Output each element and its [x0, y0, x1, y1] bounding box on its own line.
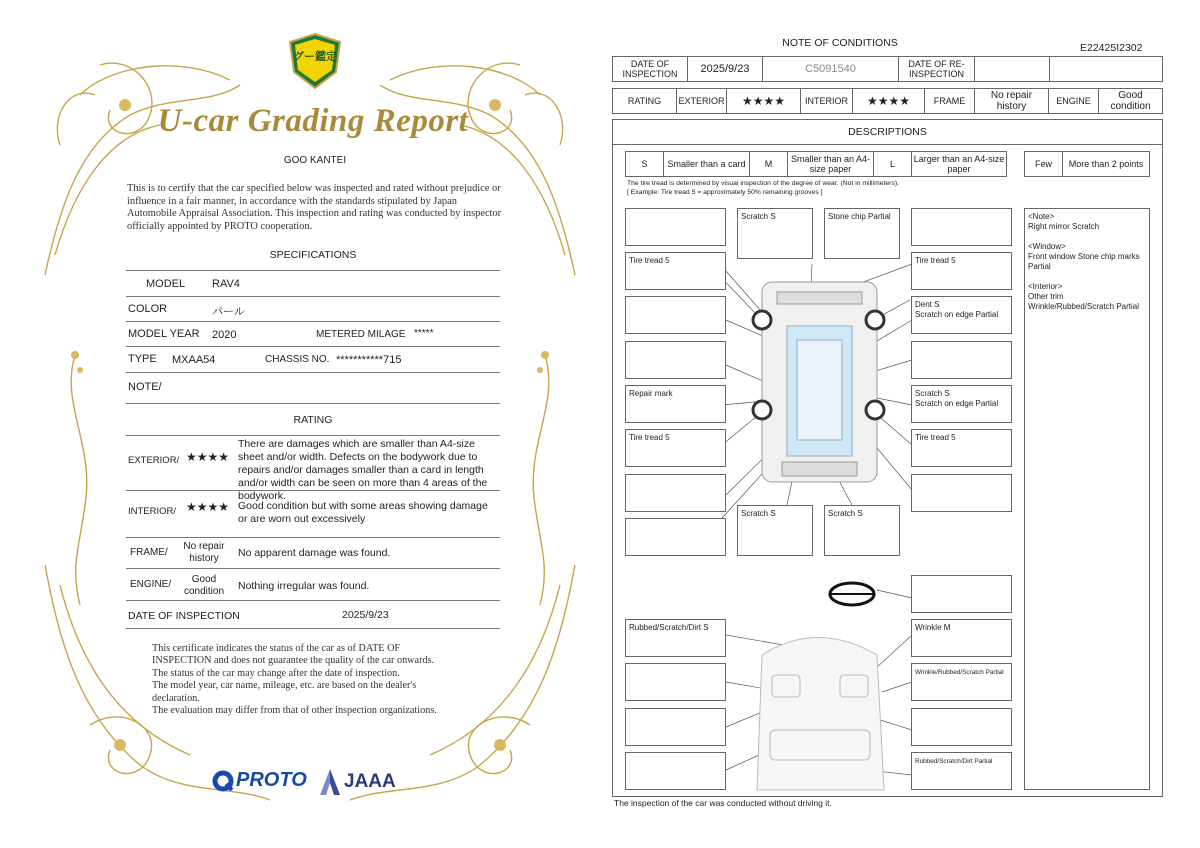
certificate-footer — [152, 643, 482, 717]
reinspection-label-cell: DATE OF RE-INSPECTION — [899, 57, 975, 81]
desc-text: Dent S — [915, 300, 940, 309]
footer-line: The status of the car may change after the date of inspection. — [152, 667, 400, 679]
desc-box-top-3 — [824, 208, 900, 259]
jaaa-logo — [320, 769, 396, 795]
car-top-view — [762, 282, 877, 482]
desc-box-int-right-2 — [911, 663, 1012, 701]
desc-box-left-6 — [625, 474, 726, 512]
interior-description: Good condition but with some areas showing damage or are worn out excessively — [238, 500, 488, 525]
divider — [126, 403, 500, 404]
certificate-subtitle: GOO KANTEI — [283, 155, 347, 166]
window-text: Front window Stone chip marks Partial — [1028, 252, 1140, 271]
desc-text: Tire tread 5 — [915, 433, 956, 442]
footer-line: The model year, car name, mileage, etc. are based on the dealer's — [152, 680, 417, 692]
mileage-label: METERED MILAGE — [316, 329, 406, 340]
interior-text: Other trim Wrinkle/Rubbed/Scratch Partial — [1028, 292, 1140, 311]
desc-text: Rubbed/Scratch/Dirt Partial — [915, 758, 993, 765]
desc-text: Wrinkle/Rubbed/Scratch Partial — [915, 669, 1004, 676]
jaaa-mark-icon — [320, 769, 340, 795]
interior-stars: ★★★★ — [186, 500, 230, 514]
footer-line: This certificate indicates the status of the car as of DATE OF — [152, 643, 401, 654]
desc-text: Scratch S — [828, 509, 863, 518]
date-value: 2025/9/23 — [342, 609, 389, 621]
note-label: NOTE/ — [128, 381, 162, 393]
rating-row — [612, 88, 1163, 114]
desc-box-left-5 — [625, 429, 726, 467]
model-year-label: MODEL YEAR — [128, 328, 200, 340]
rating-label-cell: RATING — [613, 89, 677, 113]
color-value: パール — [212, 306, 245, 318]
footer-line: INSPECTION and does not guarantee the quality of the car onwards. — [152, 655, 435, 667]
grading-certificate — [40, 25, 580, 815]
divider — [612, 144, 1163, 145]
model-year-value: 2020 — [212, 329, 237, 341]
engine-value: Good condition — [183, 574, 225, 597]
engine-label: ENGINE/ — [130, 579, 172, 590]
frame-label: FRAME/ — [130, 547, 168, 558]
desc-text: Repair mark — [629, 389, 673, 398]
proto-logo — [212, 769, 307, 792]
desc-box-int-left-2 — [625, 663, 726, 701]
type-value: MXAA54 — [172, 354, 216, 366]
divider — [126, 372, 500, 373]
few-legend — [1024, 151, 1150, 177]
legend-l: L — [874, 152, 912, 176]
desc-text: Scratch S — [741, 212, 776, 221]
tire-note-1: The tire tread is determined by visual inspection of the degree of wear. (Not in millimeters). — [627, 180, 899, 187]
footer-line: The evaluation may differ from that of other inspection organizations. — [152, 705, 437, 717]
legend-few-desc: More than 2 points — [1068, 159, 1144, 169]
desc-box-steering — [911, 575, 1012, 613]
desc-box-int-left-3 — [625, 708, 726, 746]
divider — [126, 346, 500, 347]
desc-text: Stone chip Partial — [828, 212, 891, 221]
color-label: COLOR — [128, 303, 168, 315]
desc-box-top-1 — [625, 208, 726, 246]
frame-value-cell: No repair history — [975, 89, 1049, 113]
desc-box-right-3 — [911, 341, 1012, 379]
tire-note-2: [ Example: Tire tread 5 = approximately 50% remaining grooves ] — [627, 189, 823, 196]
window-heading: <Window> — [1028, 242, 1066, 251]
desc-box-int-right-1 — [911, 619, 1012, 657]
engine-description: Nothing irregular was found. — [238, 580, 370, 592]
desc-box-top-4 — [911, 208, 1012, 246]
desc-box-top-2 — [737, 208, 813, 259]
desc-text: Scratch S — [915, 389, 950, 398]
reinspection-value-cell — [975, 57, 1050, 81]
date-label: DATE OF INSPECTION — [128, 610, 240, 622]
sheet-title: NOTE OF CONDITIONS — [782, 37, 898, 49]
desc-box-right-6 — [911, 474, 1012, 512]
frame-description: No apparent damage was found. — [238, 547, 391, 559]
desc-box-left-2 — [625, 296, 726, 334]
desc-text: Rubbed/Scratch/Dirt S — [629, 623, 709, 632]
desc-box-right-4 — [911, 385, 1012, 423]
rating-heading: RATING — [293, 414, 333, 426]
engine-label-cell: ENGINE — [1049, 89, 1099, 113]
exterior-label-cell: EXTERIOR — [677, 89, 727, 113]
desc-box-left-4 — [625, 385, 726, 423]
desc-text: Tire tread 5 — [915, 256, 956, 265]
date-value-cell: 2025/9/23 — [688, 57, 763, 81]
desc-box-bottom-1 — [737, 505, 813, 556]
frame-label-cell: FRAME — [925, 89, 975, 113]
certificate-intro: This is to certify that the car specified below was inspected and rated without prejudice or influence in a fair manner, in accordance with the standards stipulated by Japan Automobile Appraisal Association. This inspection and rating was conducted by inspector officially appointed by PROTO cooperation. — [127, 183, 502, 232]
car-interior-view — [757, 638, 884, 791]
proto-mark-icon — [212, 770, 234, 792]
model-label: MODEL — [146, 278, 186, 290]
footer-line: declaration. — [152, 692, 200, 704]
exterior-stars-cell: ★★★★ — [727, 89, 801, 113]
legend-m: M — [750, 152, 788, 176]
chassis-value: ***********715 — [336, 354, 402, 366]
desc-box-left-1 — [625, 252, 726, 290]
notes-panel — [1024, 208, 1150, 790]
specifications-heading: SPECIFICATIONS — [269, 249, 357, 261]
desc-box-right-2 — [911, 296, 1012, 334]
divider — [126, 296, 500, 297]
exterior-stars: ★★★★ — [186, 450, 230, 464]
model-value: RAV4 — [212, 278, 240, 290]
legend-m-desc: Smaller than an A4-size paper — [788, 152, 874, 176]
divider — [126, 435, 500, 436]
legend-few: Few — [1025, 152, 1063, 176]
desc-text: Tire tread 5 — [629, 433, 670, 442]
desc-text: Scratch S — [741, 509, 776, 518]
chassis-label: CHASSIS NO. — [265, 354, 330, 365]
size-legend — [625, 151, 1007, 177]
interior-label: INTERIOR/ — [128, 506, 177, 517]
exterior-label: EXTERIOR/ — [128, 455, 180, 466]
proto-logo-text: PROTO — [236, 769, 307, 791]
sheet-footer: The inspection of the car was conducted without driving it. — [614, 798, 832, 808]
desc-text: Tire tread 5 — [629, 256, 670, 265]
desc-box-bottom-2 — [824, 505, 900, 556]
desc-text: Wrinkle M — [915, 623, 951, 632]
document-id: E22425I2302 — [1080, 42, 1143, 54]
mileage-value: ***** — [414, 328, 434, 339]
descriptions-heading: DESCRIPTIONS — [848, 126, 927, 138]
desc-text: Scratch on edge Partial — [915, 310, 999, 319]
desc-box-int-left-1 — [625, 619, 726, 657]
divider — [126, 628, 500, 629]
inspection-date-row — [612, 56, 1163, 82]
note-text: Right mirror Scratch — [1028, 222, 1100, 231]
desc-box-int-right-3 — [911, 708, 1012, 746]
desc-text: Scratch on edge Partial — [915, 399, 999, 408]
desc-box-int-right-4 — [911, 752, 1012, 790]
desc-box-left-3 — [625, 341, 726, 379]
interior-stars-cell: ★★★★ — [853, 89, 925, 113]
frame-value: No repair history — [183, 541, 225, 564]
interior-label-cell: INTERIOR — [801, 89, 853, 113]
inspection-code-cell: C5091540 — [763, 57, 899, 81]
legend-s-desc: Smaller than a card — [664, 152, 750, 176]
engine-value-cell: Good condition — [1110, 90, 1151, 112]
type-label: TYPE — [128, 353, 157, 365]
goo-kantei-badge — [288, 32, 342, 90]
divider — [126, 537, 500, 538]
certificate-title: U-car Grading Report — [157, 103, 469, 139]
empty-cell — [1050, 57, 1162, 81]
legend-s: S — [626, 152, 664, 176]
divider — [126, 490, 500, 491]
jaaa-logo-text: JAAA — [344, 771, 396, 792]
legend-l-desc: Larger than an A4-size paper — [913, 154, 1005, 174]
desc-box-right-5 — [911, 429, 1012, 467]
divider — [126, 600, 500, 601]
desc-box-left-7 — [625, 518, 726, 556]
badge-text: グー鑑定 — [293, 51, 337, 63]
divider — [126, 270, 500, 271]
exterior-description: There are damages which are smaller than A4-size sheet and/or width. Defects on the bodywork due to repairs and/or damages smaller than a card in length and/or width can be seen on more than 4 areas of the bodywork. — [238, 438, 488, 502]
date-label-cell: DATE OF INSPECTION — [613, 57, 688, 81]
divider — [126, 321, 500, 322]
note-heading: <Note> — [1028, 212, 1055, 221]
desc-box-int-left-4 — [625, 752, 726, 790]
steering-wheel-icon — [830, 583, 874, 605]
interior-heading: <Interior> — [1028, 282, 1063, 291]
divider — [126, 568, 500, 569]
desc-box-right-1 — [911, 252, 1012, 290]
